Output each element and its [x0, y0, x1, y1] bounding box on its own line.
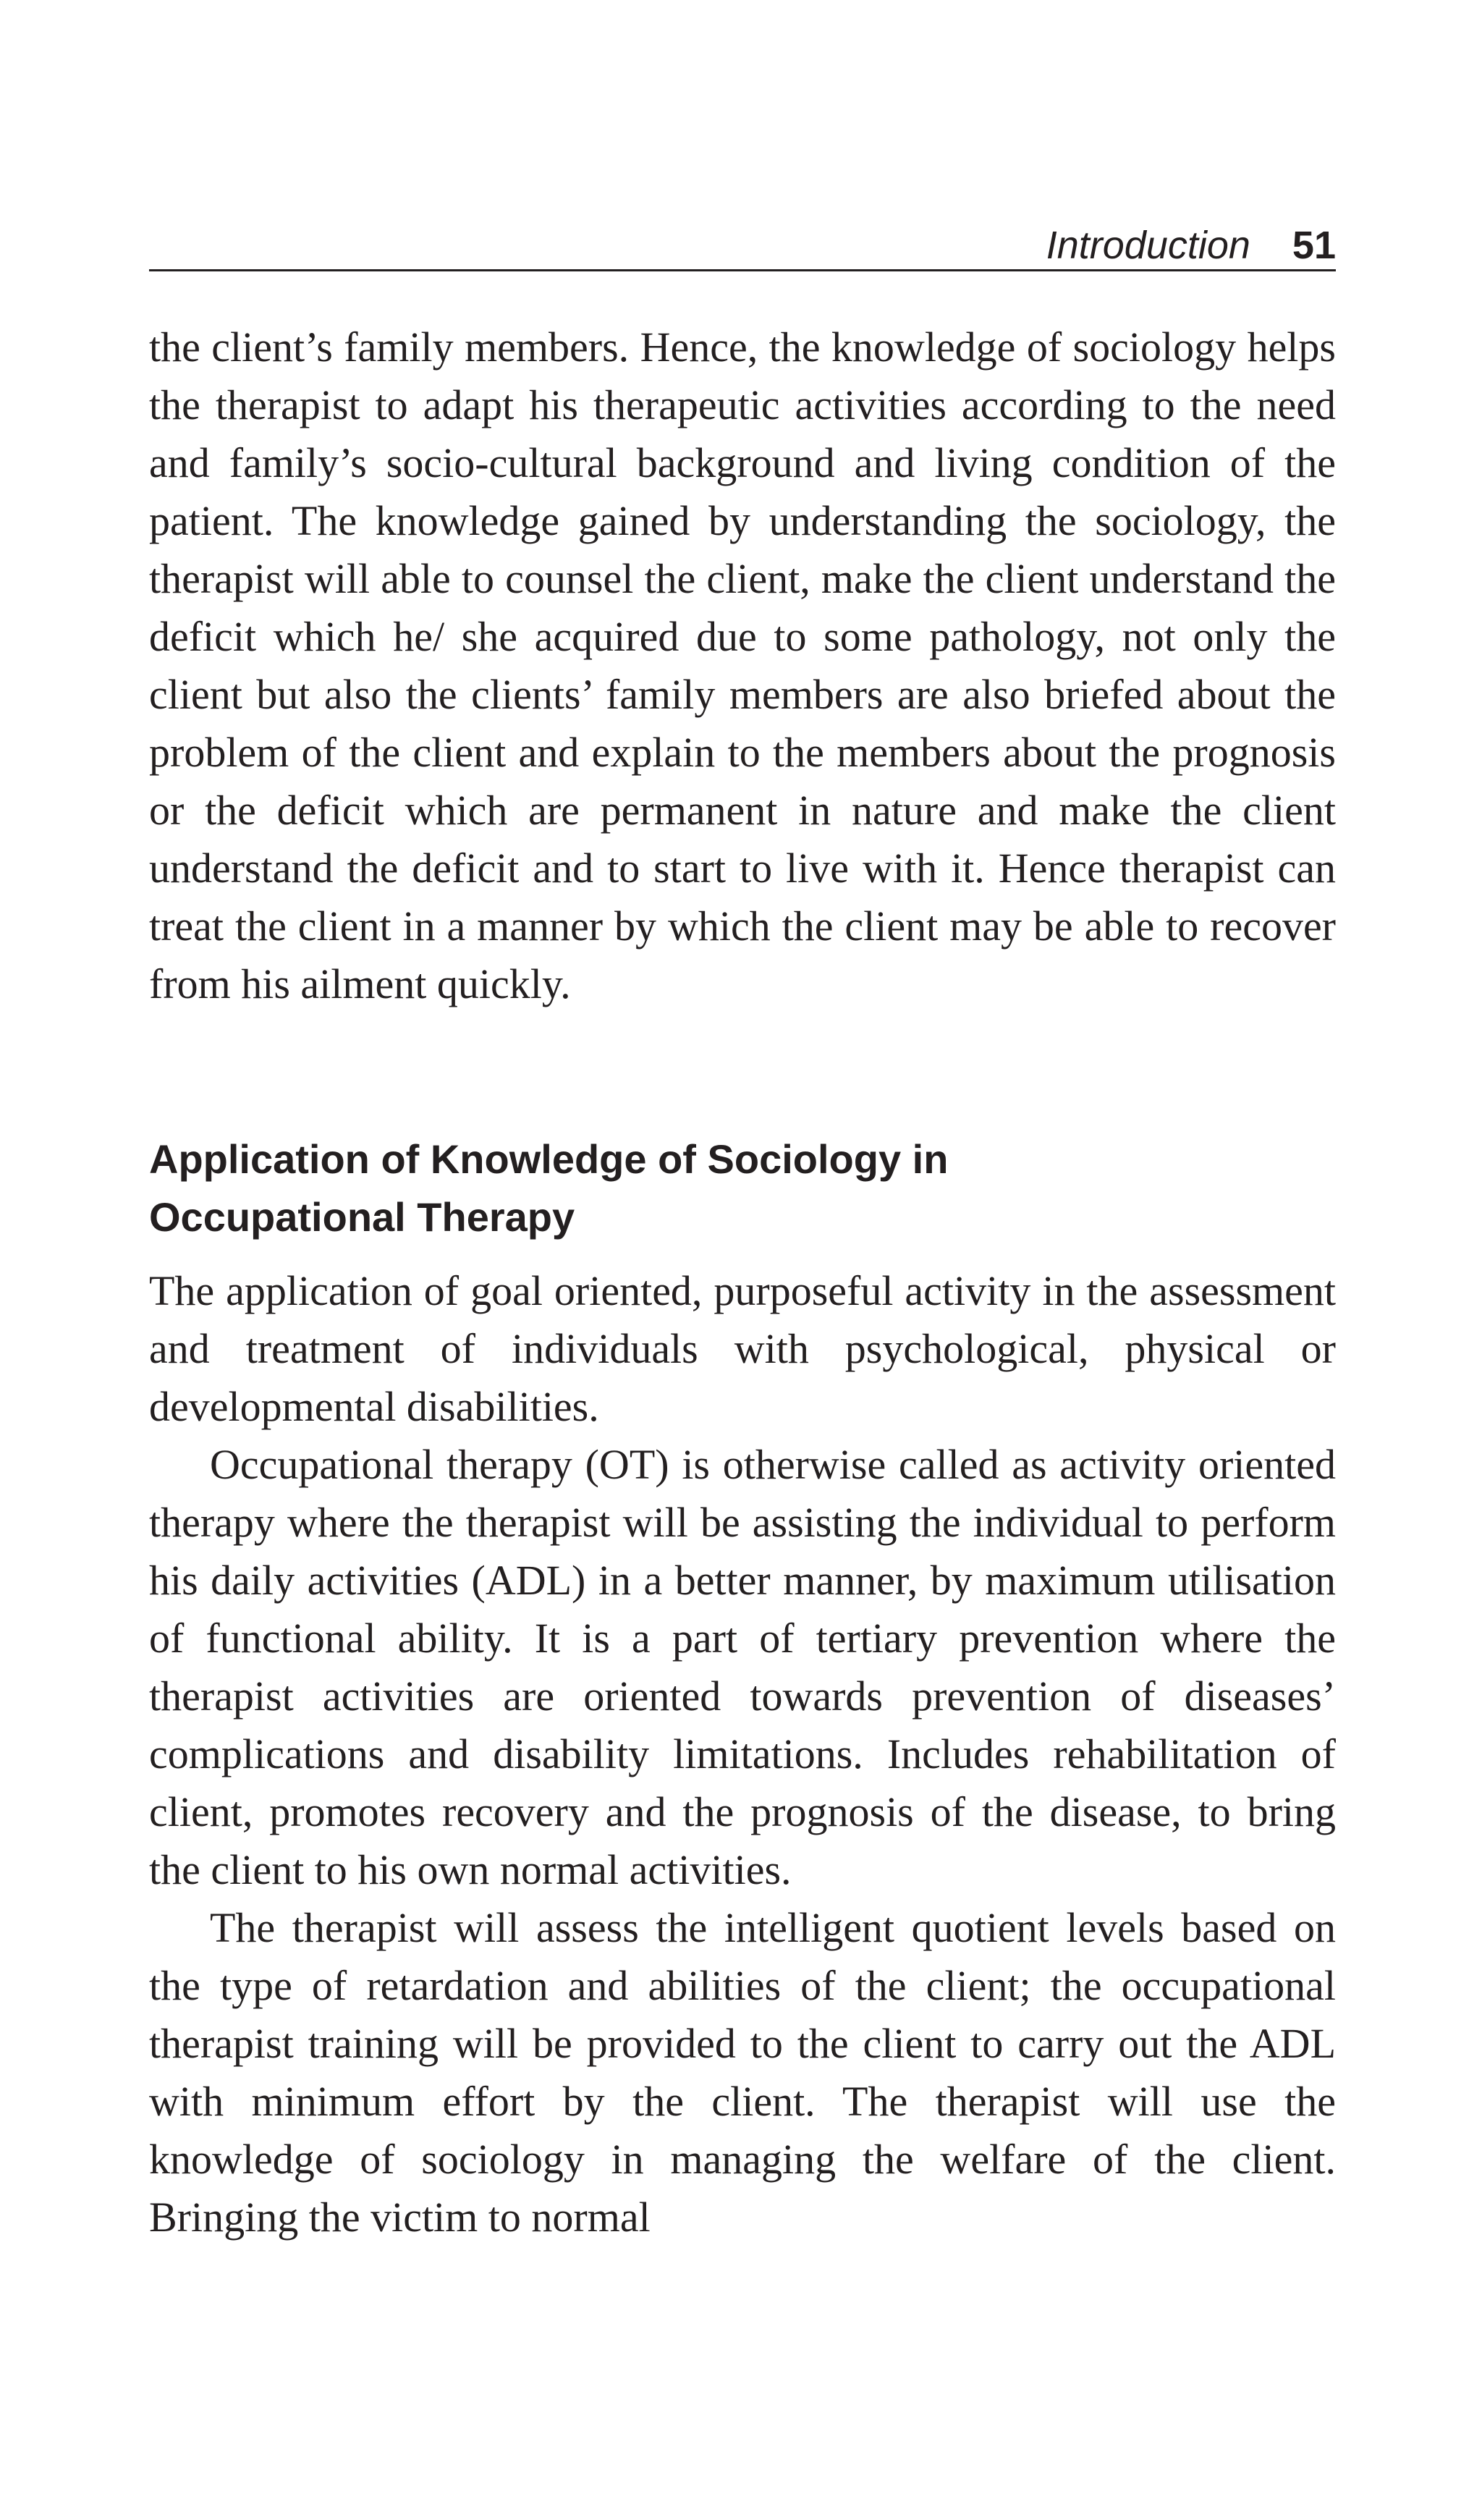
- section-heading-line-2: Occupational Therapy: [149, 1194, 575, 1240]
- continued-paragraph-block: [149, 318, 1336, 1013]
- continued-paragraph: the client’s family members. Hence, the knowledge of sociology helps the therapist to adapt his therapeutic activities according to the need and family’s socio-cultural background and living condition of the patient. The knowledge gained by understanding the sociology, the therapist will able to counsel the client, make the client understand the deficit which he/ she acquired due to some pathology, not only the client but also the clients’ family members are also briefed about the problem of the client and explain to the members about the prognosis or the deficit which are permanent in nature and make the client understand the deficit and to start to live with it. Hence therapist can treat the client in a manner by which the client may be able to recover from his ailment quickly.: [149, 324, 1336, 1007]
- section-heading: [149, 1130, 1336, 1246]
- section-body: [149, 1262, 1336, 2246]
- section-paragraph: The application of goal oriented, purposeful activity in the assessment and treatment of individuals with psychological, physical or developmental disabilities.: [149, 1267, 1336, 1430]
- header-rule: [149, 269, 1336, 271]
- running-header-title: Introduction: [1046, 224, 1250, 267]
- section-heading-line-1: Application of Knowledge of Sociology in: [149, 1136, 949, 1182]
- section-paragraph: Occupational therapy (OT) is otherwise called as activity oriented therapy where the therapist will be assisting the individual to perform his daily activities (ADL) in a better manner, by maximum utilisation of functional ability. It is a part of tertiary prevention where the therapist activities are oriented towards prevention of diseases’ complications and disability limitations. Includes rehabilitation of client, promotes recovery and the prognosis of the disease, to bring the client to his own normal activities.: [149, 1441, 1336, 1893]
- running-header: [149, 207, 1336, 268]
- page-number: 51: [1292, 224, 1336, 267]
- section-paragraph: The therapist will assess the intelligent quotient levels based on the type of retardation and abilities of the client; the occupational therapist training will be provided to the client to carry out the ADL with minimum effort by the client. The therapist will use the knowledge of sociology in managing the welfare of the client. Bringing the victim to normal: [149, 1904, 1336, 2241]
